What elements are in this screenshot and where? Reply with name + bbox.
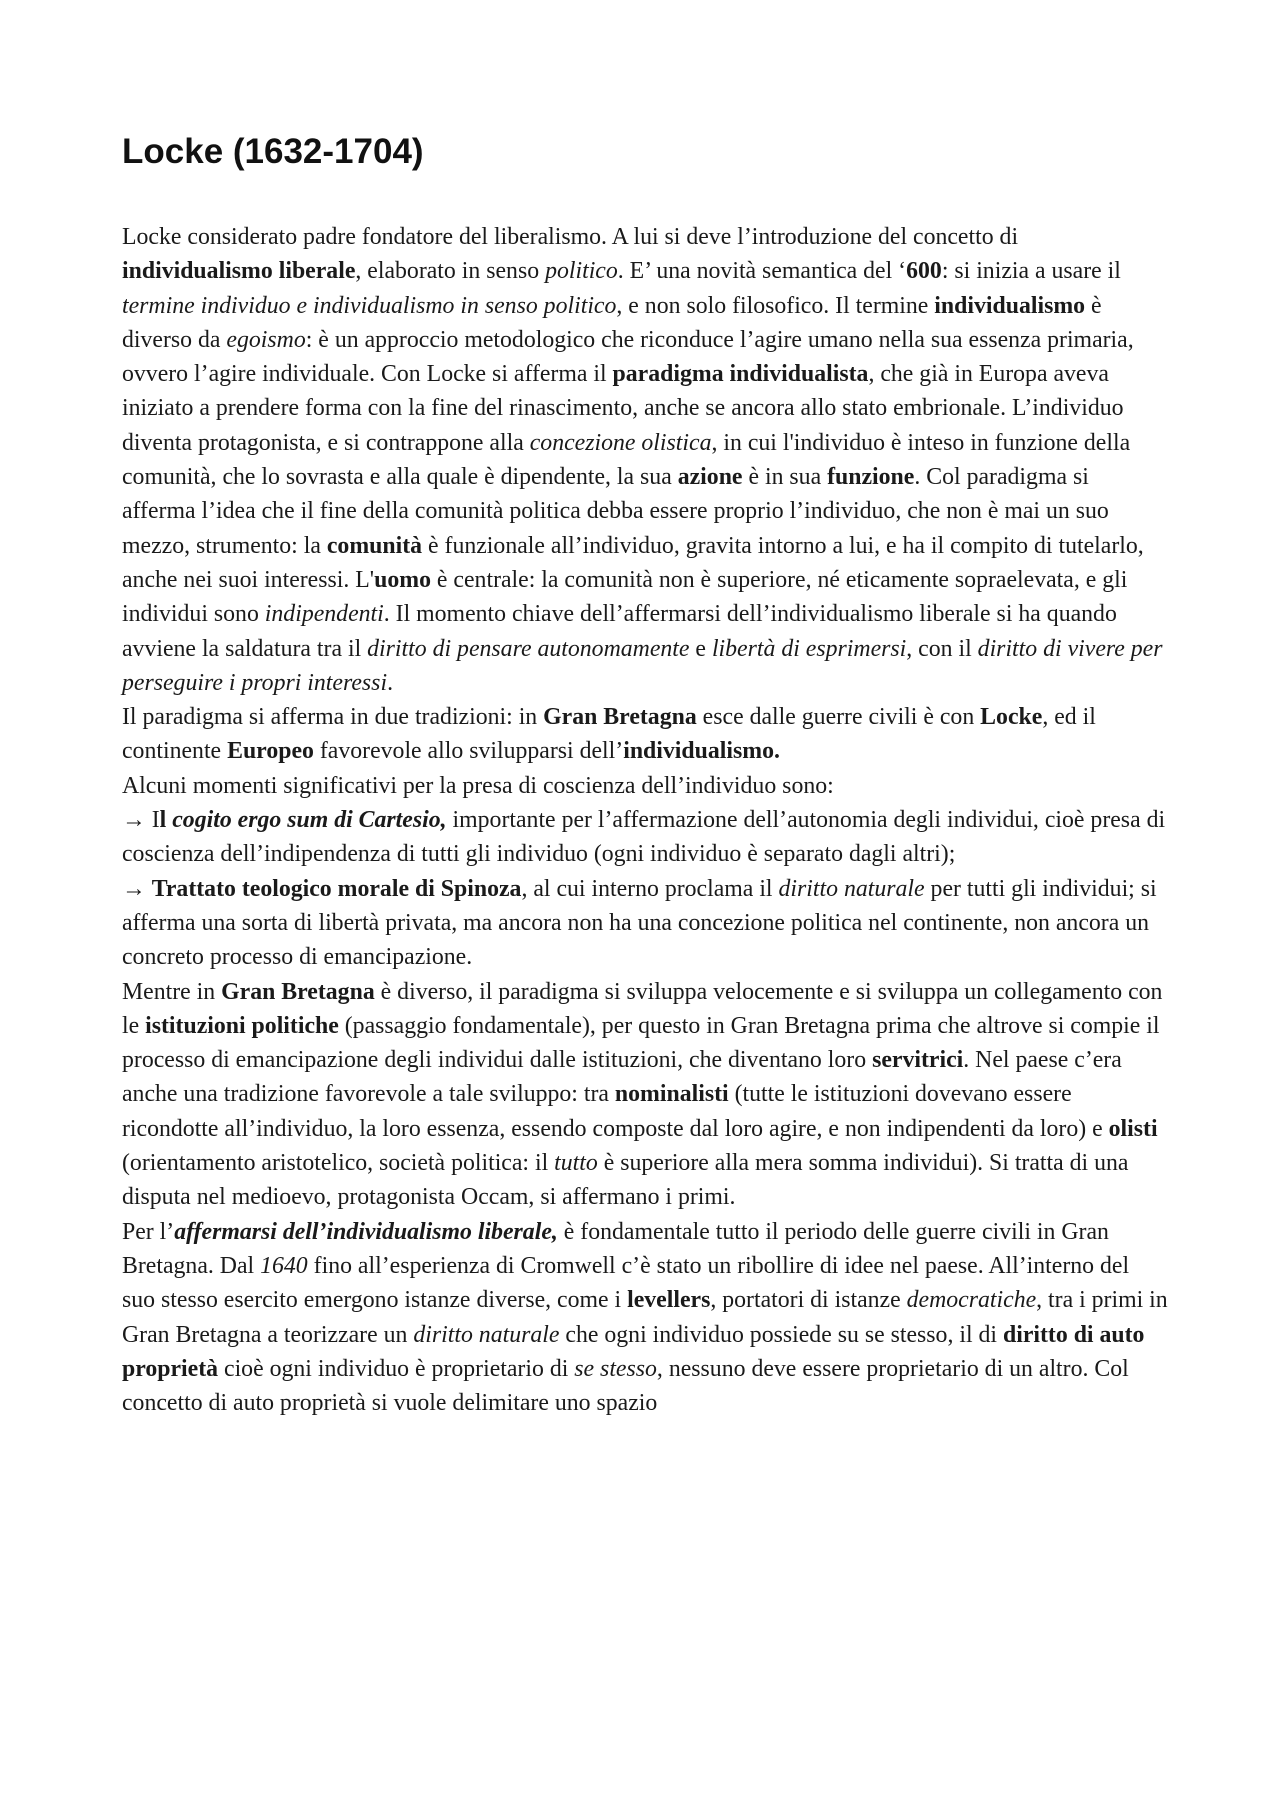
emphasized-text: democratiche xyxy=(906,1287,1037,1314)
emphasized-text: libertà di esprimersi xyxy=(711,635,907,662)
emphasized-text: 600 xyxy=(906,258,942,285)
paragraph xyxy=(122,769,1168,803)
text-run: → xyxy=(122,875,152,902)
emphasized-text: diritto di pensare autonomamente xyxy=(367,635,690,662)
text-run: è funzionale all’individuo, gravita intorno a lui, e ha il compito di tutelarlo, anche nei suoi interessi. L' xyxy=(122,532,1144,593)
text-run: Per l’ xyxy=(122,1218,175,1245)
document-page xyxy=(122,0,1168,1420)
emphasized-text: 1640 xyxy=(260,1252,308,1279)
emphasized-text: termine individuo e individualismo in senso politico xyxy=(122,292,617,319)
text-run: , che già in Europa aveva iniziato a prendere forma con la fine del rinascimento, anche se ancora allo stato embrionale. L’individuo diventa protagonista, e si contrappone alla xyxy=(122,361,1124,456)
emphasized-text: Locke xyxy=(980,704,1043,731)
text-run: fino all’esperienza di Cromwell c’è stato un ribollire di idee nel paese. All’interno del suo stesso esercito emergono istanze diverse, come i xyxy=(122,1252,1130,1314)
text-run: , e non solo filosofico. Il termine xyxy=(616,292,935,319)
text-run: è superiore alla mera somma individui). Si tratta di una disputa nel medioevo, protagonista Occam, si affermano i primi. xyxy=(122,1150,1129,1211)
emphasized-text: olisti xyxy=(1108,1115,1158,1142)
emphasized-text: tutto xyxy=(554,1150,598,1177)
emphasized-text: concezione olistica xyxy=(529,429,712,456)
text-run: , nessuno deve essere proprietario di un altro. Col concetto di auto proprietà si vuole delimitare uno spazio xyxy=(122,1355,1129,1417)
text-run: è diverso, il paradigma si sviluppa velocemente e si sviluppa un collegamento con le xyxy=(122,978,1163,1039)
paragraph xyxy=(122,220,1168,700)
emphasized-text: Trattato teologico morale di Spinoza xyxy=(151,875,522,902)
emphasized-text: diritto di auto proprietà xyxy=(122,1321,1145,1382)
text-run: , portatori di istanze xyxy=(710,1287,907,1314)
emphasized-text: funzione xyxy=(827,464,915,491)
emphasized-text: uomo xyxy=(374,566,431,593)
text-run: esce dalle guerre civili è con xyxy=(696,704,981,731)
emphasized-text: nominalisti xyxy=(614,1081,729,1108)
emphasized-text: egoismo xyxy=(226,326,306,353)
emphasized-text: levellers xyxy=(627,1287,711,1314)
paragraph xyxy=(122,1215,1168,1421)
text-run: che ogni individuo possiede su se stesso, il di xyxy=(559,1321,1003,1348)
emphasized-text: paradigma individualista xyxy=(612,361,869,388)
text-run: (orientamento aristotelico, società politica: il xyxy=(122,1150,555,1177)
emphasized-text: se stesso xyxy=(574,1355,657,1382)
emphasized-text: politico xyxy=(545,258,618,285)
emphasized-text: cogito ergo sum di Cartesio, xyxy=(172,807,447,834)
text-run: è in sua xyxy=(742,464,828,491)
text-run: (passaggio fondamentale), per questo in Gran Bretagna prima che altrove si compie il processo di emancipazione degli individui dalle istituzioni, che diventano loro xyxy=(122,1012,1160,1074)
emphasized-text: diritto naturale xyxy=(778,875,925,902)
document-body xyxy=(122,220,1168,1420)
emphasized-text: individualismo. xyxy=(623,738,780,765)
text-run: (tutte le istituzioni dovevano essere ricondotte all’individuo, la loro essenza, essendo composte dal loro agire, e non indipendenti da loro) e xyxy=(122,1081,1109,1142)
text-run: importante per l’affermazione dell’autonomia degli individui, cioè presa di coscienza dell’indipendenza di tutti gli individuo (ogni individuo è separato dagli altri); xyxy=(122,807,1166,868)
page-title: Locke (1632-1704) xyxy=(122,132,424,171)
text-run: : è un approccio metodologico che riconduce l’agire umano nella sua essenza primaria, ovvero l’agire individuale. Con Locke si afferma il xyxy=(122,326,1134,388)
emphasized-text: comunità xyxy=(326,532,423,559)
text-run: . xyxy=(387,669,394,696)
text-run: . Il momento chiave dell’affermarsi dell’individualismo liberale si ha quando avviene la saldatura tra il xyxy=(122,601,1117,662)
text-run: , con il xyxy=(906,635,978,662)
emphasized-text: servitrici xyxy=(872,1047,964,1074)
text-run: , ed il continente xyxy=(122,704,1096,765)
text-run: . E’ una novità semantica del ‘ xyxy=(617,258,907,285)
paragraph xyxy=(122,872,1168,975)
text-run: → I xyxy=(122,807,160,834)
text-run: è centrale: la comunità non è superiore, né eticamente sopraelevata, e gli individui sono xyxy=(122,566,1128,628)
emphasized-text: diritto di vivere per perseguire i propri interessi xyxy=(122,635,1163,696)
text-run: cioè ogni individuo è proprietario di xyxy=(218,1355,575,1382)
text-run: , in cui l'individuo è inteso in funzione della comunità, che lo sovrasta e alla quale è dipendente, la sua xyxy=(122,429,1131,491)
text-run: per tutti gli individui; si afferma una sorta di libertà privata, ma ancora non ha una concezione politica nel continente, non ancora un concreto processo di emancipazione. xyxy=(122,875,1157,971)
emphasized-text: individualismo xyxy=(934,292,1086,319)
text-run: Il paradigma si afferma in due tradizioni: in xyxy=(122,704,544,731)
paragraph xyxy=(122,803,1168,872)
emphasized-text: individualismo liberale xyxy=(122,258,356,285)
text-run: , tra i primi in Gran Bretagna a teorizzare un xyxy=(122,1287,1168,1348)
emphasized-text: azione xyxy=(677,464,743,491)
text-run: . Col paradigma si afferma l’idea che il fine della comunità politica debba essere proprio l’individuo, che non è mai un suo mezzo, strumento: la xyxy=(122,464,1109,559)
text-run: , elaborato in senso xyxy=(355,258,546,285)
text-run: : si inizia a usare il xyxy=(941,258,1121,285)
text-run: Alcuni momenti significativi per la presa di coscienza dell’individuo sono: xyxy=(122,772,834,799)
emphasized-text: l xyxy=(159,807,173,834)
text-run: Mentre in xyxy=(122,978,222,1005)
emphasized-text: istituzioni politiche xyxy=(145,1012,339,1039)
emphasized-text: Gran Bretagna xyxy=(221,978,375,1005)
text-run: favorevole allo svilupparsi dell’ xyxy=(313,738,624,765)
text-run: . Nel paese c’era anche una tradizione favorevole a tale sviluppo: tra xyxy=(122,1047,1122,1108)
text-run: è fondamentale tutto il periodo delle guerre civili in Gran Bretagna. Dal xyxy=(122,1218,1109,1279)
text-run: e xyxy=(689,635,712,662)
emphasized-text: Europeo xyxy=(227,738,314,765)
paragraph xyxy=(122,975,1168,1215)
text-run: , al cui interno proclama il xyxy=(521,875,779,902)
emphasized-text: Gran Bretagna xyxy=(543,704,697,731)
text-run: Locke considerato padre fondatore del liberalismo. A lui si deve l’introduzione del concetto di xyxy=(122,224,1019,250)
text-run: è diverso da xyxy=(122,292,1102,353)
emphasized-text: diritto naturale xyxy=(413,1321,560,1348)
emphasized-text: affermarsi dell’individualismo liberale, xyxy=(174,1218,558,1245)
paragraph xyxy=(122,700,1168,769)
emphasized-text: indipendenti xyxy=(264,601,384,628)
